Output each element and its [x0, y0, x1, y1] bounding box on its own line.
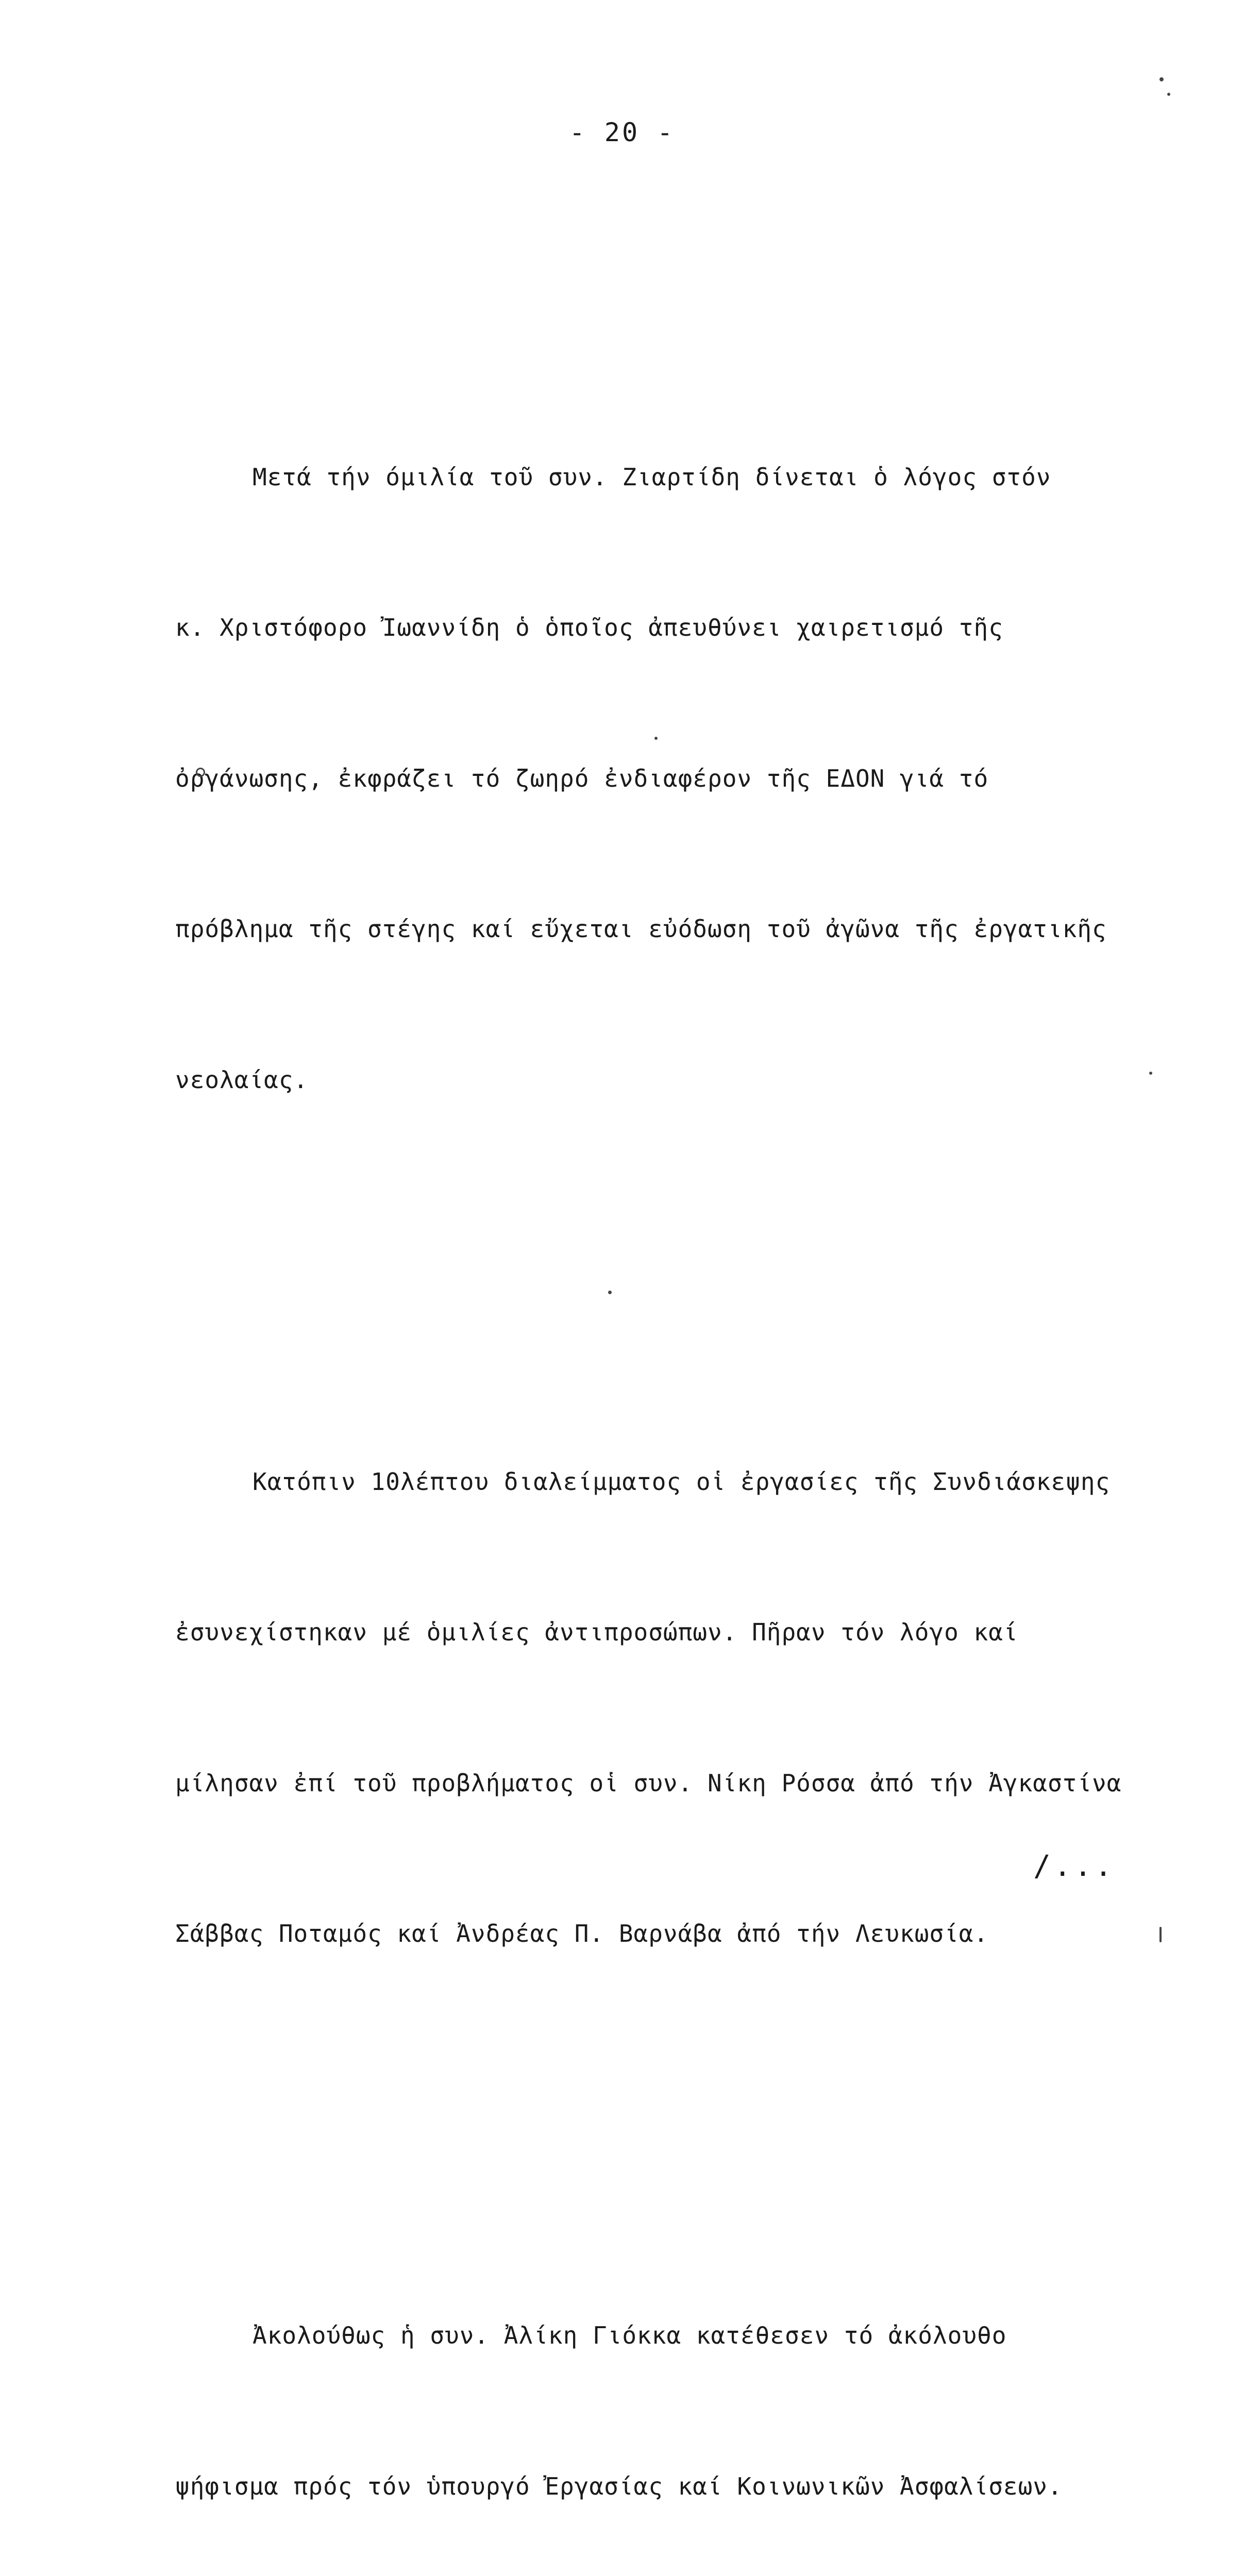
text-line: Ἀκολούθως ἡ συν. Ἀλίκη Γιόκκα κατέθεσεν τό ἀκόλουθο: [253, 2321, 1007, 2349]
scan-speck: [654, 737, 658, 740]
page-number: - 20 -: [569, 117, 675, 147]
continuation-mark: /...: [1033, 1850, 1115, 1883]
scan-speck: [1159, 1927, 1162, 1942]
paragraph: [175, 352, 1196, 1206]
text-line: Μετά τήν όμιλία τοῦ συν. Ζιαρτίδη δίνεται ὁ λόγος στόν: [253, 463, 1051, 491]
text-line: ψήφισμα πρός τόν ὑπουργό Ἐργασίας καί Κοινωνικῶν Ἀσφαλίσεων.: [175, 2472, 1063, 2500]
text-line: κ. Χριστόφορο Ἰωαννίδη ὁ ὁποῖος ἀπευθύνει χαιρετισμό τῆς: [175, 614, 1003, 641]
scan-speck: [196, 768, 205, 777]
text-line: Κατόπιν 10λέπτου διαλείμματος οἱ ἐργασίες τῆς Συνδιάσκεψης: [253, 1467, 1111, 1496]
text-line: νεολαίας.: [175, 1065, 309, 1094]
text-line: ὀργάνωσης, ἐκφράζει τό ζωηρό ἐνδιαφέρον τῆς ΕΔΟΝ γιά τό: [175, 764, 989, 792]
paragraph: [175, 1357, 1196, 2060]
document-body: [175, 201, 1196, 2576]
scan-speck: [608, 1291, 612, 1294]
text-line: Σάββας Ποταμός καί Ἀνδρέας Π. Βαρνάβα ἀπό τήν Λευκωσία.: [175, 1920, 989, 1947]
paragraph: [175, 2210, 1196, 2576]
text-line: ἐσυνεχίστηκαν μέ ὁμιλίες ἀντιπροσώπων. Πῆραν τόν λόγο καί: [175, 1618, 1018, 1646]
scan-speck: [1159, 77, 1164, 81]
text-line: μίλησαν ἐπί τοῦ προβλήματος οἱ συν. Νίκη Ρόσσα ἀπό τήν Ἀγκαστίνα: [175, 1769, 1122, 1797]
text-line: πρόβλημα τῆς στέγης καί εὔχεται εὐόδωση τοῦ ἀγῶνα τῆς ἐργατικῆς: [175, 915, 1107, 943]
scan-speck: [1167, 93, 1170, 96]
scan-speck: [1149, 1072, 1152, 1075]
